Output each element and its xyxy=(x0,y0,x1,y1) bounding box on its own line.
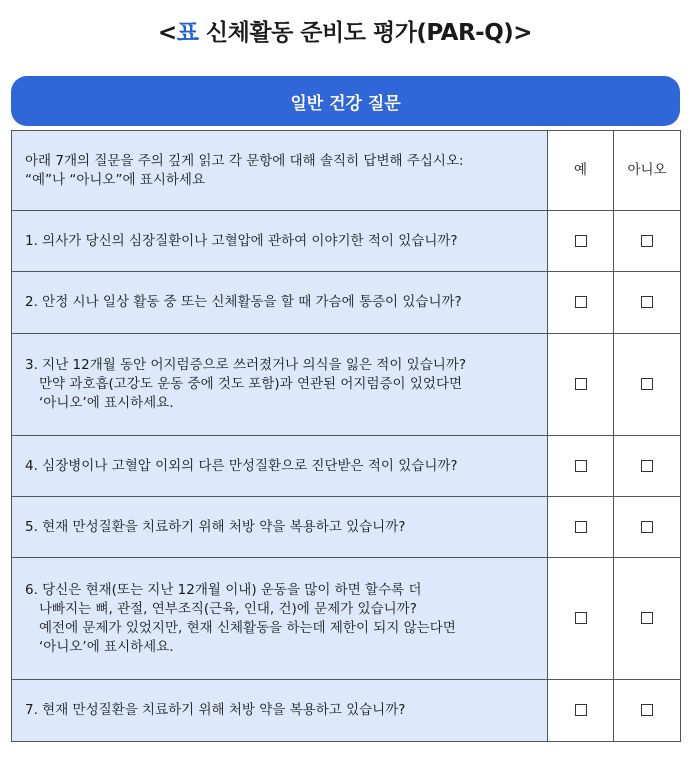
question-text xyxy=(12,680,548,742)
title-text: 신체활동 준비도 평가(PAR-Q) xyxy=(198,20,514,46)
yes-checkbox[interactable] xyxy=(575,521,587,533)
yes-cell xyxy=(548,211,614,272)
question-row xyxy=(12,272,681,334)
no-checkbox[interactable] xyxy=(641,521,653,533)
page-title xyxy=(0,14,690,47)
question-line: 예전에 문제가 있었지만, 현재 신체활동을 하는데 제한이 되지 않는다면 xyxy=(39,619,456,636)
question-row xyxy=(12,497,681,558)
question-row xyxy=(12,680,681,742)
yes-cell xyxy=(548,497,614,558)
yes-checkbox[interactable] xyxy=(575,296,587,308)
section-banner: 일반 건강 질문 xyxy=(11,76,680,126)
no-cell xyxy=(614,497,681,558)
no-checkbox[interactable] xyxy=(641,378,653,390)
yes-checkbox[interactable] xyxy=(575,704,587,716)
instructions-line: 아래 7개의 질문을 주의 깊게 읽고 각 문항에 대해 솔직히 답변해 주십시오: xyxy=(25,152,464,169)
no-column-header: 아니오 xyxy=(614,131,681,211)
question-text xyxy=(12,211,548,272)
question-line: 2. 안정 시나 일상 활동 중 또는 신체활동을 할 때 가슴에 통증이 있습니까? xyxy=(25,294,462,310)
no-cell xyxy=(614,680,681,742)
header-row xyxy=(12,131,681,211)
title-open-bracket: < xyxy=(157,20,177,46)
no-checkbox[interactable] xyxy=(641,704,653,716)
yes-checkbox[interactable] xyxy=(575,378,587,390)
yes-column-header: 예 xyxy=(548,131,614,211)
question-row xyxy=(12,334,681,436)
no-checkbox[interactable] xyxy=(641,460,653,472)
title-label: 표 xyxy=(176,20,199,46)
instructions-line: “예”나 “아니오”에 표시하세요 xyxy=(25,171,206,188)
question-text xyxy=(12,497,548,558)
yes-checkbox[interactable] xyxy=(575,612,587,624)
no-cell xyxy=(614,334,681,436)
no-checkbox[interactable] xyxy=(641,235,653,247)
yes-cell xyxy=(548,680,614,742)
yes-checkbox[interactable] xyxy=(575,460,587,472)
no-cell xyxy=(614,272,681,334)
no-cell xyxy=(614,211,681,272)
question-line: 7. 현재 만성질환을 치료하기 위해 처방 약을 복용하고 있습니까? xyxy=(25,702,406,718)
yes-cell xyxy=(548,272,614,334)
instructions-cell xyxy=(12,131,548,211)
question-line: 나빠지는 뼈, 관절, 연부조직(근육, 인대, 건)에 문제가 있습니까? xyxy=(39,600,417,617)
yes-cell xyxy=(548,334,614,436)
question-text xyxy=(12,436,548,497)
no-cell xyxy=(614,558,681,680)
yes-checkbox[interactable] xyxy=(575,235,587,247)
yes-cell xyxy=(548,558,614,680)
question-line: 1. 의사가 당신의 심장질환이나 고혈압에 관하여 이야기한 적이 있습니까? xyxy=(25,232,458,249)
yes-cell xyxy=(548,436,614,497)
question-text xyxy=(12,272,548,334)
question-row xyxy=(12,436,681,497)
question-line: ‘아니오’에 표시하세요. xyxy=(39,638,174,655)
question-line: ‘아니오’에 표시하세요. xyxy=(39,395,174,411)
no-checkbox[interactable] xyxy=(641,612,653,624)
no-cell xyxy=(614,436,681,497)
question-line: 6. 당신은 현재(또는 지난 12개월 이내) 운동을 많이 하면 할수록 더 xyxy=(25,581,422,598)
question-line: 4. 심장병이나 고혈압 이외의 다른 만성질환으로 진단받은 적이 있습니까? xyxy=(25,457,458,474)
question-row xyxy=(12,558,681,680)
question-line: 만약 과호흡(고강도 운동 중에 것도 포함)과 연관된 어지럼증이 있었다면 xyxy=(39,376,463,392)
parq-table xyxy=(11,130,681,742)
question-line: 3. 지난 12개월 동안 어지럼증으로 쓰러졌거나 의식을 잃은 적이 있습니까? xyxy=(25,357,466,373)
question-row xyxy=(12,211,681,272)
question-text xyxy=(12,558,548,680)
question-line: 5. 현재 만성질환을 치료하기 위해 처방 약을 복용하고 있습니까? xyxy=(25,518,406,535)
title-close-bracket: > xyxy=(513,20,533,46)
no-checkbox[interactable] xyxy=(641,296,653,308)
question-text xyxy=(12,334,548,436)
